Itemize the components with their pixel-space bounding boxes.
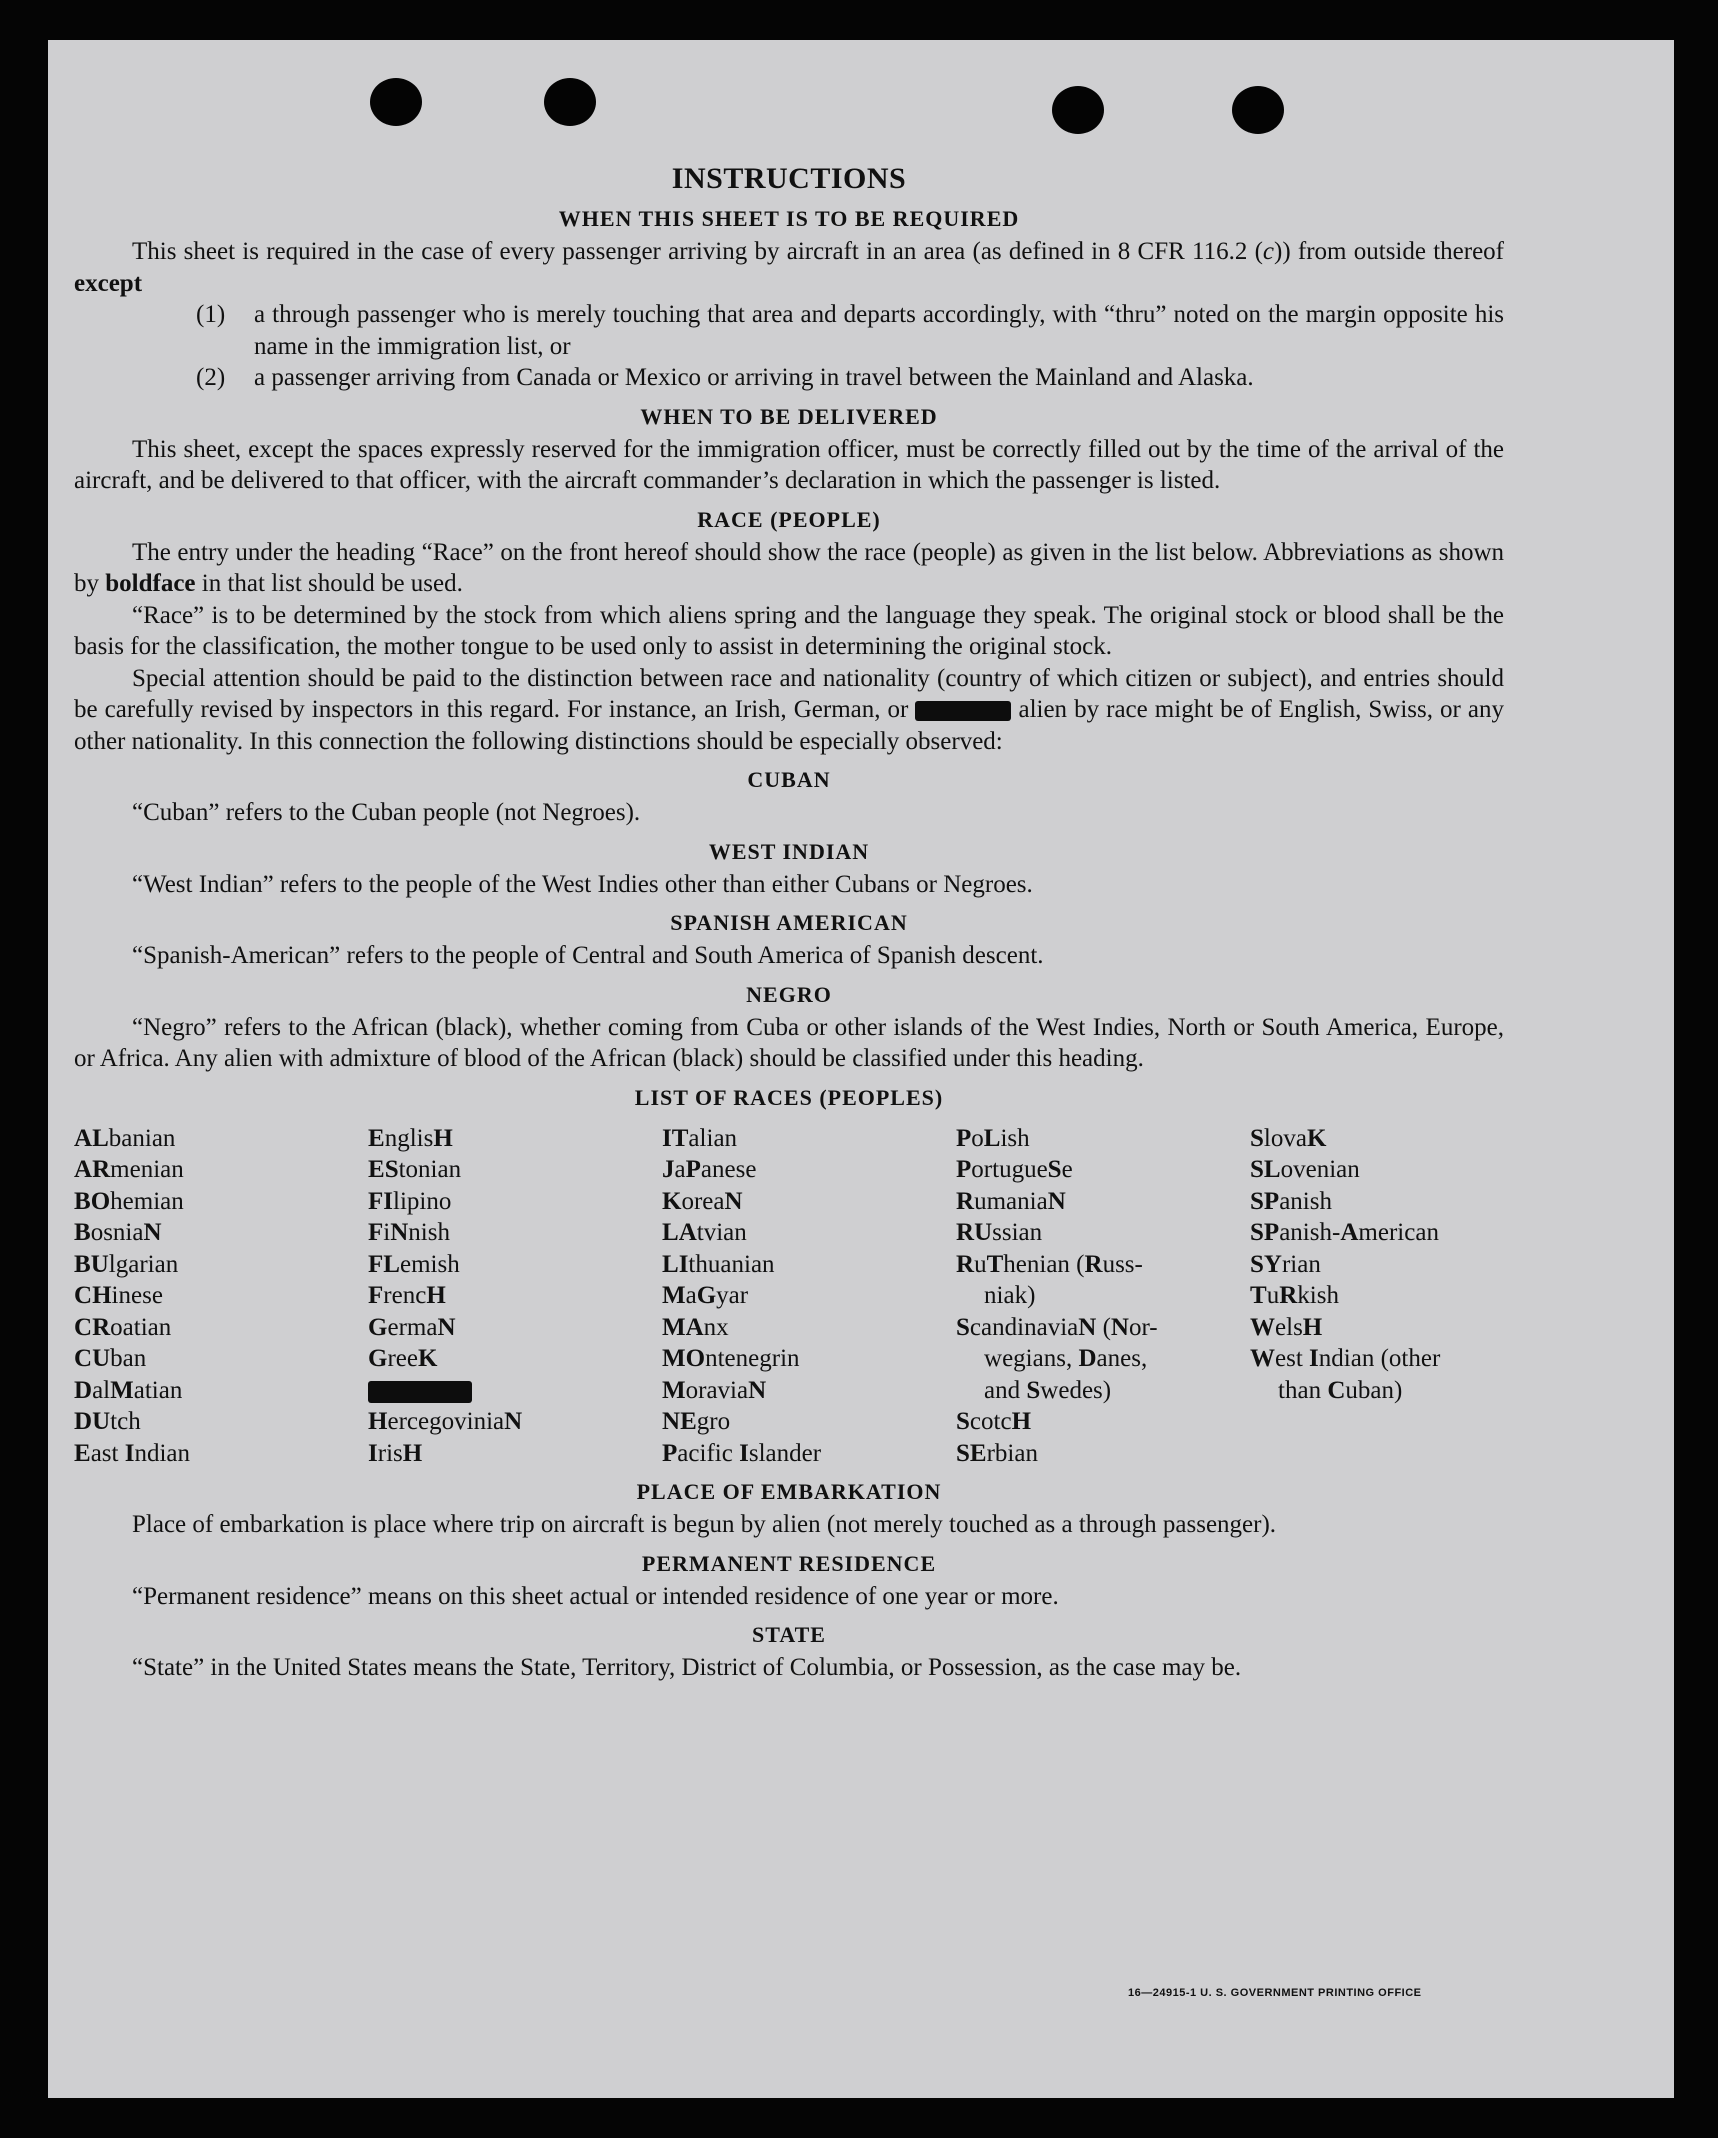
race-entry: DalMatian bbox=[74, 1376, 183, 1404]
paragraph: “Spanish-American” refers to the people of Central and South America of Spanish descent. bbox=[132, 942, 1044, 969]
race-entry: TuRkish bbox=[1250, 1282, 1339, 1309]
race-entry: DUtch bbox=[74, 1408, 141, 1435]
race-entry: EnglisH bbox=[368, 1124, 453, 1152]
punch-hole bbox=[544, 78, 596, 126]
race-entry: ITalian bbox=[662, 1124, 738, 1152]
race-entry: RUssian bbox=[956, 1219, 1043, 1246]
race-entry: JaPanese bbox=[662, 1156, 757, 1183]
race-entry: LIthuanian bbox=[662, 1250, 775, 1278]
section-heading: NEGRO bbox=[746, 981, 832, 1007]
section-heading: SPANISH AMERICAN bbox=[670, 910, 908, 935]
race-column bbox=[74, 1123, 368, 1470]
race-entry: GreeK bbox=[368, 1345, 438, 1372]
race-entry: KoreaN bbox=[662, 1187, 743, 1215]
race-entry: MaGyar bbox=[662, 1282, 749, 1309]
race-entry: IrisH bbox=[368, 1439, 423, 1467]
section-heading: STATE bbox=[752, 1622, 826, 1647]
printing-office-imprint: 16—24915-1 U. S. GOVERNMENT PRINTING OFFICE bbox=[1128, 1987, 1422, 1999]
section-heading: CUBAN bbox=[747, 767, 831, 792]
paragraph: “Cuban” refers to the Cuban people (not Negroes). bbox=[132, 799, 641, 826]
section-heading: WEST INDIAN bbox=[708, 838, 870, 864]
race-entry: SYrian bbox=[1250, 1250, 1321, 1278]
document-body bbox=[74, 162, 1504, 1684]
race-entry: BUlgarian bbox=[74, 1250, 179, 1278]
paragraph: “Permanent residence” means on this sheet actual or intended residence of one year or more. bbox=[132, 1582, 1059, 1610]
race-entry: MOntenegrin bbox=[662, 1345, 800, 1372]
paragraph: This sheet is required in the case of every passenger arriving by aircraft in an area (as defined in 8 CFR 116.2 (c)) from outside thereof except bbox=[74, 238, 1504, 297]
race-entry: ARmenian bbox=[74, 1156, 184, 1183]
race-entry: CRoatian bbox=[74, 1313, 172, 1341]
paragraph: This sheet, except the spaces expressly reserved for the immigration officer, must be correctly filled out by the time of the arrival of the aircraft, and be delivered to that officer, with the aircraft commander’s declaration in which the passenger is listed. bbox=[74, 435, 1504, 494]
race-entry: niak) bbox=[984, 1282, 1036, 1309]
race-entry: Pacific Islander bbox=[662, 1439, 822, 1467]
punch-hole bbox=[1052, 86, 1104, 134]
race-entry: ALbanian bbox=[74, 1124, 176, 1152]
race-entry: EStonian bbox=[368, 1156, 462, 1183]
race-entry: FIlipino bbox=[368, 1187, 452, 1215]
race-entry: FiNnish bbox=[368, 1219, 450, 1246]
punch-hole bbox=[370, 78, 422, 126]
section-heading: WHEN TO BE DELIVERED bbox=[640, 403, 938, 429]
race-entry: and Swedes) bbox=[984, 1376, 1112, 1404]
race-entry: NEgro bbox=[662, 1408, 731, 1435]
race-entry: PortugueSe bbox=[956, 1156, 1073, 1183]
paragraph: “West Indian” refers to the people of the West Indies other than either Cubans or Negroes. bbox=[132, 870, 1033, 898]
race-entry: FrencH bbox=[368, 1282, 446, 1309]
race-entry: CHinese bbox=[74, 1282, 163, 1309]
race-entry: PoLish bbox=[956, 1124, 1030, 1152]
instruction-sheet bbox=[48, 40, 1674, 2098]
race-entry: RuThenian (Russ- bbox=[956, 1250, 1143, 1278]
list-item: (2) a passenger arriving from Canada or Mexico or arriving in travel between the Mainland and Alaska. bbox=[196, 364, 1254, 391]
paragraph: “Race” is to be determined by the stock from which aliens spring and the language they speak. The original stock or blood shall be the basis for the classification, the mother tongue to be used only to assist in determining the original stock. bbox=[74, 601, 1504, 660]
race-entry: West Indian (other bbox=[1250, 1345, 1441, 1372]
race-entry: FLemish bbox=[368, 1250, 460, 1278]
list-item: (1) a through passenger who is merely touching that area and departs accordingly, with “thru” noted on the margin opposite his name in the immigration list, or bbox=[196, 301, 1504, 360]
race-entry: SlovaK bbox=[1250, 1124, 1327, 1152]
race-column bbox=[1250, 1123, 1544, 1470]
race-column bbox=[368, 1123, 662, 1470]
race-entry: CUban bbox=[74, 1345, 147, 1372]
race-entry: BosniaN bbox=[74, 1219, 162, 1246]
race-entry: WelsH bbox=[1250, 1313, 1323, 1341]
redaction-mark bbox=[915, 701, 1011, 721]
race-column bbox=[956, 1123, 1250, 1470]
race-column bbox=[662, 1123, 956, 1470]
section-heading: PLACE OF EMBARKATION bbox=[636, 1479, 942, 1504]
punch-hole bbox=[1232, 86, 1284, 134]
race-entry: HercegoviniaN bbox=[368, 1408, 523, 1435]
race-entry: wegians, Danes, bbox=[984, 1345, 1148, 1372]
redaction-mark bbox=[368, 1381, 472, 1403]
race-entry: than Cuban) bbox=[1278, 1376, 1403, 1404]
race-entry: ScandinaviaN (Nor- bbox=[956, 1313, 1158, 1341]
section-heading: LIST OF RACES (PEOPLES) bbox=[634, 1084, 944, 1110]
race-entry: MAnx bbox=[662, 1313, 729, 1341]
race-entry-redacted bbox=[368, 1375, 662, 1407]
race-entry: LAtvian bbox=[662, 1219, 747, 1246]
race-entry: MoraviaN bbox=[662, 1376, 767, 1404]
section-heading: PERMANENT RESIDENCE bbox=[641, 1550, 937, 1576]
race-entry: ScotcH bbox=[956, 1408, 1032, 1435]
race-entry: SPanish bbox=[1250, 1187, 1332, 1215]
race-entry: SPanish-American bbox=[1250, 1219, 1439, 1246]
race-entry: RumaniaN bbox=[956, 1187, 1066, 1215]
race-entry: BOhemian bbox=[74, 1187, 184, 1215]
section-heading: RACE (PEOPLE) bbox=[697, 506, 881, 532]
race-entry: GermaN bbox=[368, 1313, 456, 1341]
paragraph: “State” in the United States means the State, Territory, District of Columbia, or Possession, as the case may be. bbox=[132, 1654, 1242, 1681]
page-title: INSTRUCTIONS bbox=[671, 162, 907, 195]
paragraph: Special attention should be paid to the distinction between race and nationality (country of which citizen or subject), and entries should be carefully revised by inspectors in this regard. For instance, an Irish, German, or alien by race might be of English, Swiss, or any other nationality. In this connection the following distinctions should be especially observed: bbox=[74, 664, 1504, 755]
race-entry: SErbian bbox=[956, 1439, 1038, 1467]
race-entry: East Indian bbox=[74, 1439, 191, 1467]
race-list bbox=[74, 1123, 1504, 1470]
race-entry: SLovenian bbox=[1250, 1156, 1360, 1183]
paragraph: The entry under the heading “Race” on the front hereof should show the race (people) as given in the list below. Abbreviations as shown by boldface in that list should be used. bbox=[74, 538, 1504, 597]
paragraph: “Negro” refers to the African (black), whether coming from Cuba or other islands of the West Indies, North or South America, Europe, or Africa. Any alien with admixture of blood of the African (black) should be classified under this heading. bbox=[74, 1013, 1504, 1072]
paragraph: Place of embarkation is place where trip on aircraft is begun by alien (not merely touched as a through passenger). bbox=[132, 1511, 1277, 1538]
section-heading: WHEN THIS SHEET IS TO BE REQUIRED bbox=[558, 206, 1020, 231]
